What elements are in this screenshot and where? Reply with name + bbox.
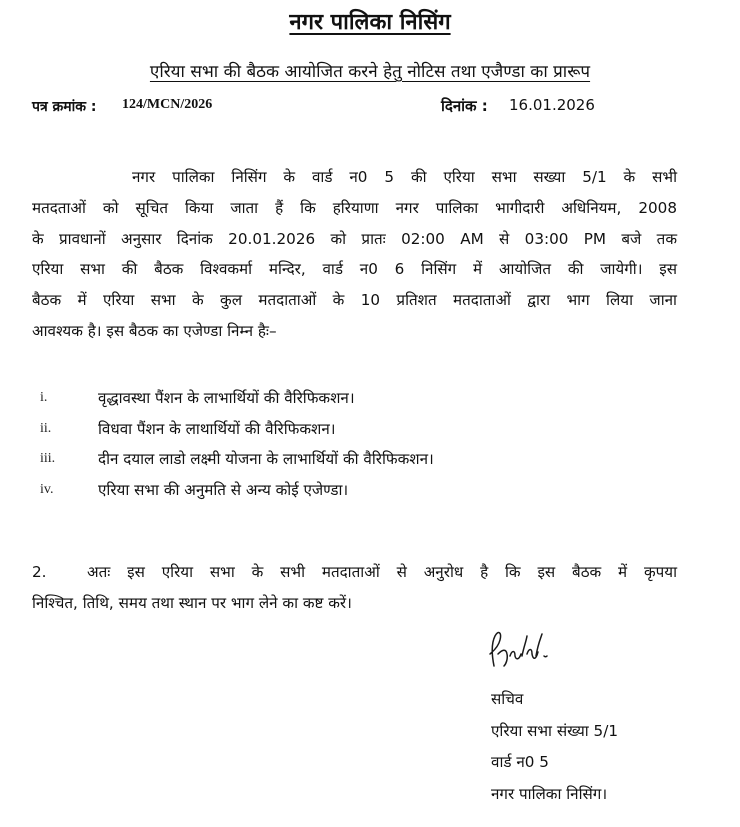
document-title: नगर पालिका निसिंग [289,10,451,35]
document-subtitle: एरिया सभा की बैठक आयोजित करने हेतु नोटिस तथा एजैण्डा का प्रारूप [149,62,591,82]
notice-line: एरिया सभा की बैठक विश्वकर्मा मन्दिर, वार्ड न0 6 निसिंग में आयोजित की जायेगी। इस [32,260,677,279]
notice-line: नगर पालिका निसिंग के वार्ड न0 5 की एरिया सभा सख्या 5/1 के सभी [132,168,677,186]
date-label: दिनांक : [441,97,488,115]
notice-paragraph [32,162,677,347]
reference-number-value: 124/MCN/2026 [122,97,213,112]
notice-line: आवश्यक है। इस बैठक का एजेण्डा निम्न हैः– [32,321,277,340]
signatory-block [491,684,618,810]
date-value: 16.01.2026 [509,96,595,114]
notice-line: मतदताओं को सूचित किया जाता हैं कि हरियाणा नगर पालिका भागीदारी अधिनियम, 2008 [32,198,677,217]
agenda-item-number: iv. [40,481,54,497]
agenda-item-text: वृद्धावस्था पैंशन के लाभार्थियों की वैरिफिकशन। [98,389,355,407]
signatory-designation: सचिव [491,690,524,708]
agenda-item-number: iii. [40,451,56,466]
agenda-item-text: विधवा पैंशन के लाथार्थियों की वैरिफिकशन। [98,419,336,438]
agenda-item [40,480,434,511]
handwritten-signature [486,626,558,676]
request-line [32,557,677,588]
agenda-item [40,449,434,480]
signatory-body: नगर पालिका निसिंग। [491,784,608,803]
agenda-list [40,388,434,510]
agenda-item [40,419,434,450]
request-paragraph [32,557,677,619]
agenda-item-text: दीन दयाल लाडो लक्ष्मी योजना के लाभार्थियों की वैरिफिकशन। [98,450,434,468]
agenda-item-text: एरिया सभा की अनुमति से अन्य कोई एजेण्डा। [98,480,349,499]
notice-line: के प्रावधानों अनुसार दिनांक 20.01.2026 को प्रातः 02:00 AM से 03:00 PM बजे तक [32,229,677,248]
signatory-ward: वार्ड न0 5 [491,753,549,771]
request-line: निश्चित, तिथि, समय तथा स्थान पर भाग लेने का कष्ट करें। [32,593,352,612]
request-line-text: अतः इस एरिया सभा के सभी मतदाताओं से अनुरोध है कि इस बैठक में कृपया [87,563,677,581]
agenda-item-number: i. [40,390,48,405]
agenda-item [40,388,434,419]
request-paragraph-number: 2. [32,563,47,581]
notice-line: बैठक में एरिया सभा के कुल मतदाताओं के 10 प्रतिशत मतदाताओं द्वारा भाग लिया जाना [32,291,677,310]
signatory-area-sabha: एरिया सभा संख्या 5/1 [491,721,618,740]
agenda-item-number: ii. [40,420,52,436]
reference-number-label: पत्र क्रमांक : [32,99,97,115]
